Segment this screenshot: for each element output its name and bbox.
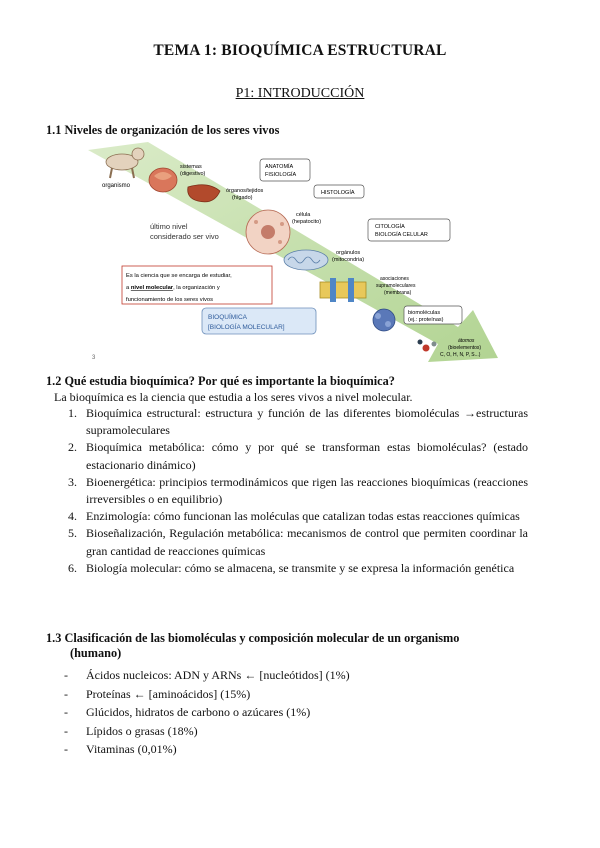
document-subtitle: P1: INTRODUCCIÓN [235, 86, 365, 101]
label-membrana: (membrana) [384, 290, 412, 296]
def-line-3: funcionamiento de los seres vivos [126, 297, 213, 303]
label-biologia-celular: BIOLOGÍA CELULAR [375, 232, 428, 238]
list-item: - Glúcidos, hidratos de carbono o azúcares (1%) [64, 705, 311, 719]
label-biomoleculas: biomoléculas [408, 310, 441, 316]
list-item: 6. Biología molecular: cómo se almacena, se transmite y se expresa la información genética [68, 560, 515, 575]
cell-icon [246, 210, 290, 254]
label-organos: órganos/tejidos [226, 188, 264, 194]
section-2-intro: La bioquímica es la ciencia que estudia a los seres vivos a nivel molecular. [54, 390, 413, 404]
label-atomos: átomos [458, 338, 475, 344]
composition-list [64, 666, 524, 759]
list-item: 1. Bioquímica estructural: estructura y función de las diferentes biomoléculas →estructuras supramoleculares [68, 406, 528, 438]
def-line-2: a nivel molecular, la organización y [126, 285, 220, 291]
def-line-1: Es la ciencia que se encarga de estudiar, [126, 273, 232, 279]
label-citologia: CITOLOGÍA [375, 224, 405, 230]
list-item: - Ácidos nucleicos: ADN y ARNs ← [nucleótidos] (1%) [64, 668, 350, 682]
label-histologia: HISTOLOGÍA [321, 190, 355, 196]
digestive-system-icon [149, 168, 177, 192]
label-sistemas: sistemas [180, 164, 202, 170]
label-fisiologia: FISIOLOGÍA [265, 172, 297, 178]
label-organismo: organismo [102, 183, 131, 189]
section-1-heading: 1.1 Niveles de organización de los seres vivos [46, 123, 280, 137]
list-item: - Lípidos o grasas (18%) [64, 723, 198, 738]
label-elementos: C, O, H, N, P, S...) [440, 352, 481, 358]
slide-page-number: 3 [92, 355, 96, 361]
list-item: 5. Bioseñalización, Regulación metabólica: mecanismos de control que permiten coordinar la gran cantidad de reacciones químicas [68, 526, 528, 558]
label-celula-sub: (hepatocito) [292, 219, 322, 225]
label-organulos: orgánulos [336, 250, 361, 256]
label-biologia-molecular: [BIOLOGÍA MOLECULAR] [208, 324, 285, 331]
section-3-heading: 1.3 Clasificación de las biomoléculas y composición molecular de un organismo (humano) [46, 631, 460, 660]
organization-levels-figure [88, 142, 514, 364]
label-supramoleculares: supramoleculares [376, 283, 416, 289]
list-item: 4. Enzimología: cómo funcionan las moléculas que catalizan todas estas reacciones químicas [68, 509, 520, 524]
label-asociaciones: asociaciones [380, 276, 409, 282]
label-ultimo-1: último nivel [150, 222, 188, 231]
list-item: 3. Bioenergética: principios termodinámicos que rigen las reacciones bioquímicas (reacciones irreversibles o en equilibrio) [68, 474, 528, 507]
list-item: - Vitaminas (0,01%) [64, 742, 177, 756]
label-organos-sub: (hígado) [232, 195, 253, 201]
label-anatomia: ANATOMÍA [265, 164, 294, 170]
label-organulos-sub: (mitocondria) [332, 257, 365, 263]
list-item: - Proteínas ← [aminoácidos] (15%) [64, 686, 251, 701]
label-bioquimica: BIOQUÍMICA [208, 314, 248, 321]
label-ultimo-2: considerado ser vivo [150, 232, 219, 241]
membrane-icon [320, 278, 366, 302]
biochemistry-branches-list [68, 405, 528, 577]
label-celula: célula [296, 212, 311, 218]
label-bioelementos: (bioelementos) [448, 345, 482, 351]
section-2-heading: 1.2 Qué estudia bioquímica? Por qué es importante la bioquímica? [46, 374, 395, 388]
protein-icon [373, 309, 395, 331]
label-proteinas: (ej.: proteínas) [408, 317, 444, 323]
document-title: TEMA 1: BIOQUÍMICA ESTRUCTURAL [153, 42, 447, 59]
label-sistemas-sub: (digestivo) [180, 171, 206, 177]
list-item: 2. Bioquímica metabólica: cómo y por qué se transforman estas biomoléculas? (estado estacionario dinámico) [68, 440, 528, 472]
mitochondrion-icon [284, 250, 328, 270]
